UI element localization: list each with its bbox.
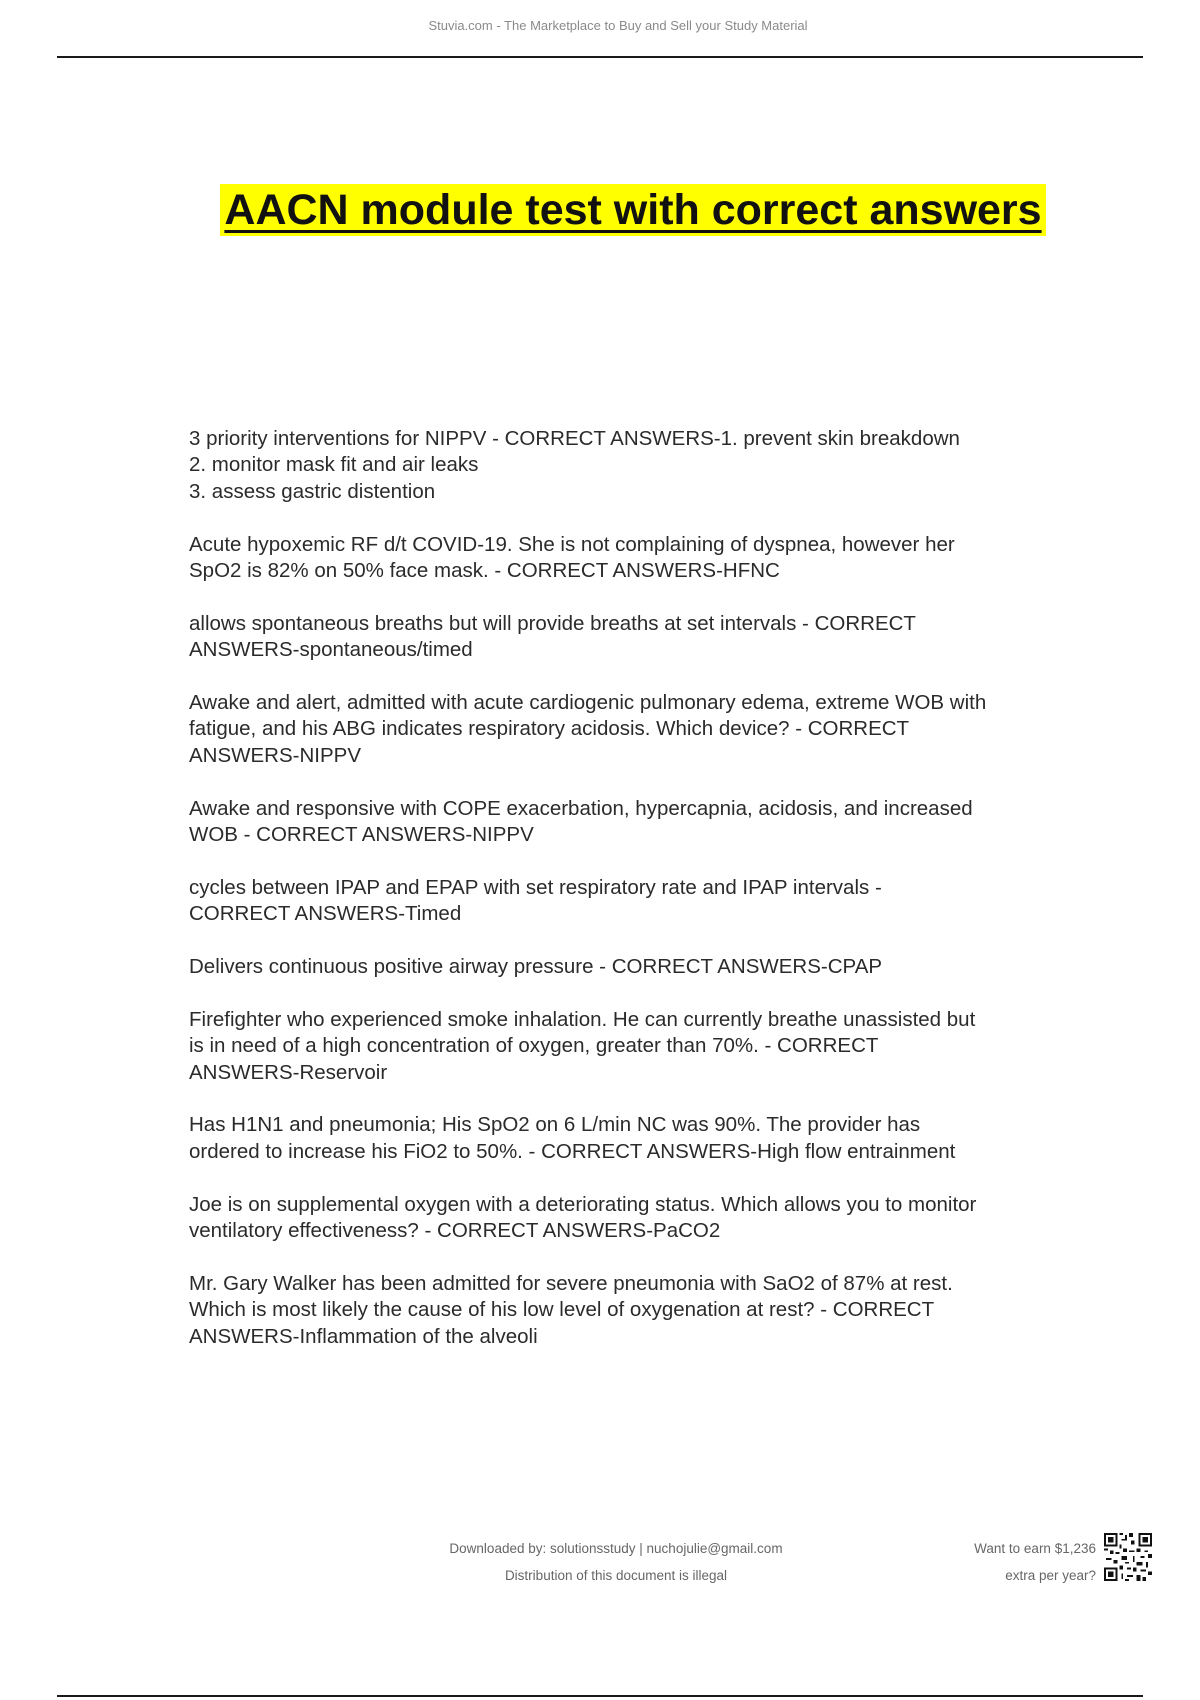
qa-item: Firefighter who experienced smoke inhalation. He can currently breathe unassisted but is in need of a high concentration of oxygen, greater than 70%. - CORRECT ANSWERS-Reservoir	[189, 1007, 976, 1084]
header-divider	[57, 56, 1143, 58]
qa-item: 3 priority interventions for NIPPV - CORRECT ANSWERS-1. prevent skin breakdown 2. monitor mask fit and air leaks 3. assess gastric distention	[189, 427, 960, 503]
document-title	[0, 186, 1200, 235]
site-header-text: Stuvia.com - The Marketplace to Buy and Sell your Study Material	[428, 18, 808, 33]
qa-item: Delivers continuous positive airway pressure - CORRECT ANSWERS-CPAP	[189, 955, 883, 979]
qa-item: Joe is on supplemental oxygen with a deteriorating status. Which allows you to monitor ventilatory effectiveness? - CORRECT ANSWERS-PaCO2	[189, 1192, 977, 1243]
footer-download-info	[400, 1535, 832, 1589]
qa-item: Has H1N1 and pneumonia; His SpO2 on 6 L/min NC was 90%. The provider has ordered to increase his FiO2 to 50%. - CORRECT ANSWERS-High flow entrainment	[189, 1113, 956, 1163]
qa-item: Awake and responsive with COPE exacerbation, hypercapnia, acidosis, and increased WOB - CORRECT ANSWERS-NIPPV	[189, 796, 973, 847]
footer-divider	[57, 1695, 1143, 1697]
earn-promo[interactable]	[930, 1535, 1096, 1589]
qa-item: cycles between IPAP and EPAP with set respiratory rate and IPAP intervals - CORRECT ANSWERS-Timed	[189, 875, 882, 926]
qa-item: Mr. Gary Walker has been admitted for severe pneumonia with SaO2 of 87% at rest. Which is most likely the cause of his low level of oxygenation at rest? - CORRECT ANSWERS-Inflammation of the alveoli	[189, 1271, 953, 1348]
distribution-notice: Distribution of this document is illegal	[504, 1568, 728, 1583]
qa-item: Awake and alert, admitted with acute cardiogenic pulmonary edema, extreme WOB with fatigue, and his ABG indicates respiratory acidosis. Which device? - CORRECT ANSWERS-NIPPV	[189, 691, 987, 767]
qa-list	[189, 426, 1089, 1376]
qr-code-icon[interactable]	[1104, 1533, 1152, 1581]
qa-item: allows spontaneous breaths but will provide breaths at set intervals - CORRECT ANSWERS-spontaneous/timed	[189, 611, 916, 662]
downloaded-by-text: Downloaded by: solutionsstudy | nuchojulie@gmail.com	[449, 1541, 783, 1556]
earn-promo-line2[interactable]: extra per year?	[1005, 1568, 1096, 1583]
document-title-text: AACN module test with correct answers	[220, 184, 1045, 236]
earn-promo-line1[interactable]: Want to earn $1,236	[974, 1541, 1096, 1556]
qa-item: Acute hypoxemic RF d/t COVID-19. She is not complaining of dyspnea, however her SpO2 is 82% on 50% face mask. - CORRECT ANSWERS-HFNC	[189, 532, 955, 583]
